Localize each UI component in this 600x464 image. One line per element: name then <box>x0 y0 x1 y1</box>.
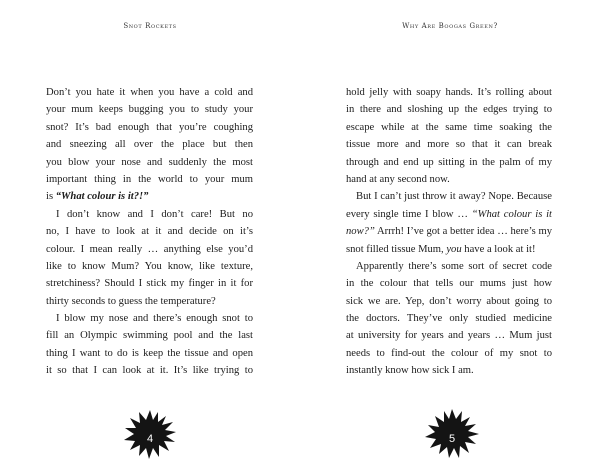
text-line: your mum keeps bugging you to study your <box>46 104 253 116</box>
text-line: sick we are. Yep, don’t worry about going to <box>346 295 552 307</box>
right-page <box>300 0 600 464</box>
text-line <box>346 241 552 258</box>
text-line: Don’t you hate it when you have a cold and <box>46 87 253 98</box>
text-line: escape while at the same time soaking the <box>346 121 552 133</box>
text-span: is <box>46 191 56 203</box>
text-line: in the colour that tells our mums just how <box>346 278 552 290</box>
text-line: hold jelly with soapy hands. It’s rolling about <box>346 87 552 98</box>
text-line: in there and sloshing up the edges trying to <box>346 104 552 116</box>
emphasized-quote: “What colour is it?!” <box>55 191 149 203</box>
running-head-left: Snot Rockets <box>123 22 177 30</box>
text-line: fill an Olympic swimming pool and the last <box>46 330 253 342</box>
text-span: snot filled tissue Mum, <box>346 243 447 255</box>
page-number: 5 <box>448 433 456 445</box>
text-line: colour. I mean really … anything else you’d <box>46 243 253 255</box>
text-line: like to know Mum? You know, like texture, <box>46 260 253 272</box>
text-line: Apparently there’s some sort of secret code <box>356 260 552 272</box>
text-line: I blow my nose and there’s enough snot to <box>56 313 253 325</box>
left-page-body <box>46 84 253 380</box>
text-line: instantly know how sick I am. <box>346 365 474 377</box>
italic-quote: now?” <box>346 226 375 238</box>
text-line: stretchiness? Should I stick my finger in it for <box>46 278 253 290</box>
italic-quote: “What colour is it <box>471 208 552 220</box>
text-line: the doctors. They’ve only studied medicine <box>346 313 552 325</box>
text-line: no, I have to look at it and decide on it’s <box>46 226 253 238</box>
text-line: needs to find-out the colour of my snot to <box>346 347 552 359</box>
text-line: and sneezing all over the place but then <box>46 139 253 151</box>
text-span: have a look at it! <box>461 243 536 255</box>
text-line: thing I want to do is keep the tissue and open <box>46 347 253 359</box>
page-number-badge-left <box>120 404 180 464</box>
text-line: I don’t know and I don’t care! But no <box>56 208 253 220</box>
text-line: at university for years and years … Mum just <box>346 330 552 342</box>
italic-word: you <box>446 243 462 255</box>
text-line: But I can’t just throw it away? Nope. Because <box>356 191 552 203</box>
text-line: hand at any second now. <box>346 173 450 185</box>
page-number-badge-right <box>422 404 482 464</box>
text-line: tissue more and more so that it can break <box>346 139 552 151</box>
text-line: snot? It’s bad enough that you’re coughing <box>46 121 253 133</box>
text-span: Arrrh! I’ve got a better idea … here’s my <box>374 226 552 238</box>
text-span: every single time I blow … <box>346 208 472 220</box>
text-line <box>346 223 552 240</box>
page-number: 4 <box>146 433 154 445</box>
running-head-right: Why Are Boogas Green? <box>402 22 498 30</box>
right-page-body <box>346 84 552 380</box>
text-line <box>46 188 253 205</box>
text-line: through and end up sitting in the palm of my <box>346 156 552 168</box>
text-line <box>346 206 552 223</box>
text-line: important thing in the world to your mum <box>46 173 253 185</box>
text-line: it so that I can look at it. It’s like trying to <box>46 365 253 377</box>
text-line: you blow your nose and suddenly the most <box>46 156 253 168</box>
text-line: thirty seconds to guess the temperature? <box>46 295 216 307</box>
